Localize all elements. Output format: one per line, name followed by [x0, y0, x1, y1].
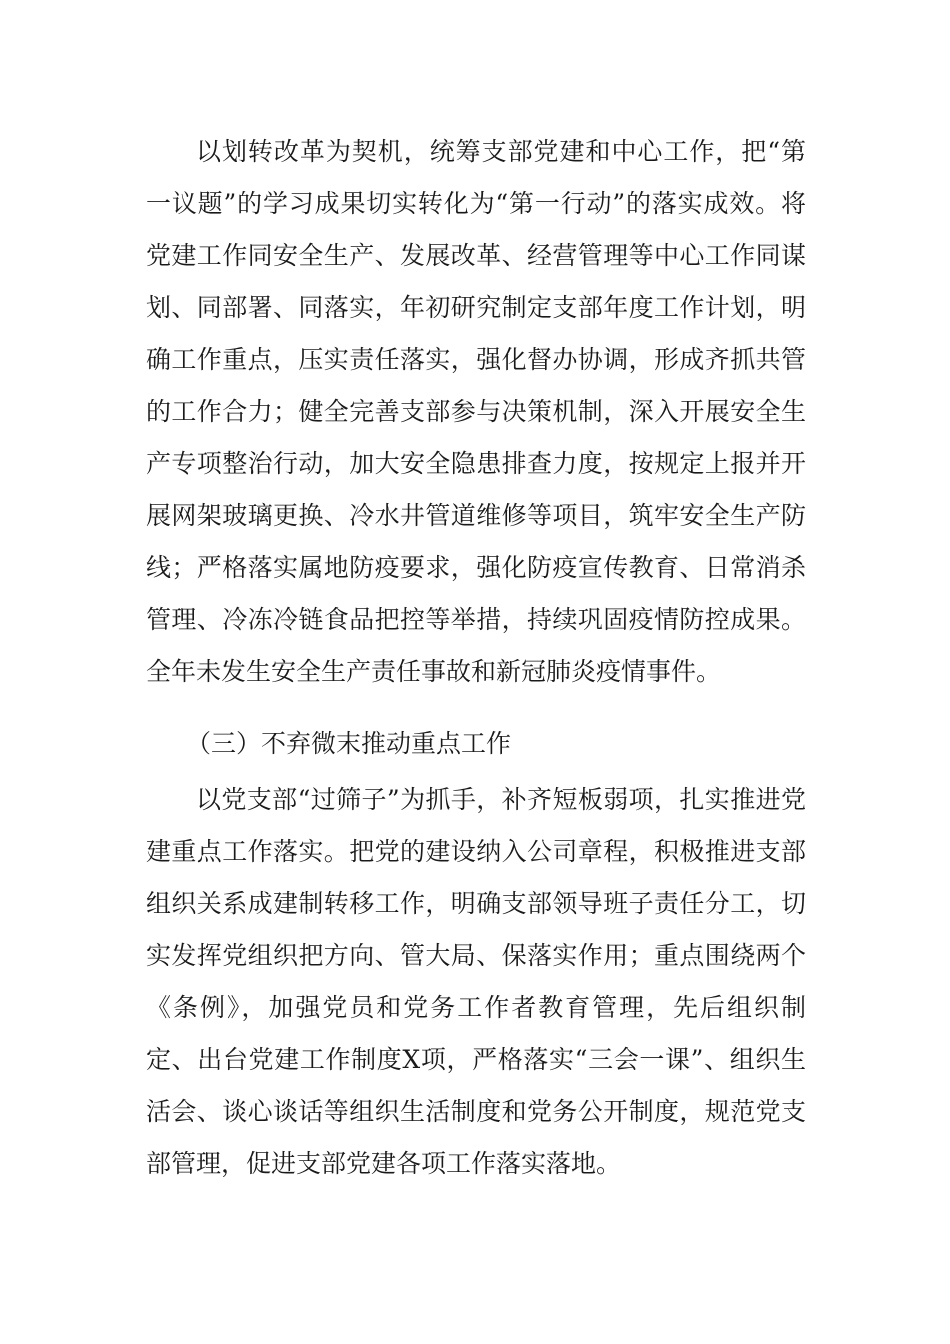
- body-text-block: [146, 126, 806, 698]
- body-text-block-2: [146, 774, 806, 1190]
- section-heading-block: [146, 718, 806, 770]
- paragraph-security-and-center-work: 以划转改革为契机，统筹支部党建和中心工作，把“第一议题”的学习成果切实转化为“第一行动”的落实成效。将党建工作同安全生产、发展改革、经营管理等中心工作同谋划、同部署、同落实，年初研究制定支部年度工作计划，明确工作重点，压实责任落实，强化督办协调，形成齐抓共管的工作合力；健全完善支部参与决策机制，深入开展安全生产专项整治行动，加大安全隐患排查力度，按规定上报并开展网架玻璃更换、冷水井管道维修等项目，筑牢安全生产防线；严格落实属地防疫要求，强化防疫宣传教育、日常消杀管理、冷冻冷链食品把控等举措，持续巩固疫情防控成果。全年未发生安全生产责任事故和新冠肺炎疫情事件。: [146, 137, 806, 686]
- paragraph-key-work: 以党支部“过筛子”为抓手，补齐短板弱项，扎实推进党建重点工作落实。把党的建设纳入公司章程，积极推进支部组织关系成建制转移工作，明确支部领导班子责任分工，切实发挥党组织把方向、管大局、保落实作用；重点围绕两个《条例》，加强党员和党务工作者教育管理，先后组织制定、出台党建工作制度X项，严格落实“三会一课”、组织生活会、谈心谈话等组织生活制度和党务公开制度，规范党支部管理，促进支部党建各项工作落实落地。: [146, 785, 806, 1178]
- section-heading: （三）不弃微末推动重点工作: [186, 729, 512, 758]
